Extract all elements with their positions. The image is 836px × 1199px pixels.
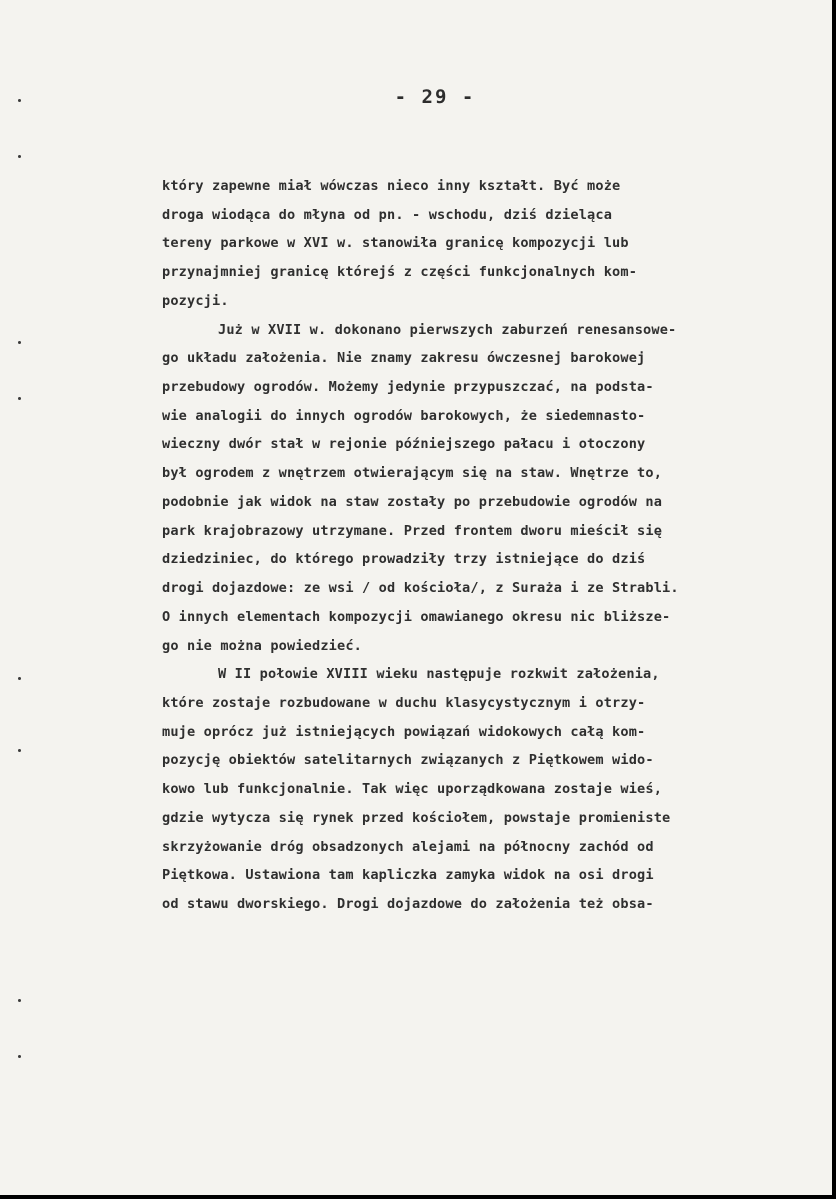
- text-line: muje oprócz już istniejących powiązań widokowych całą kom-: [162, 723, 646, 740]
- paragraph-3: [162, 660, 822, 918]
- paragraph-2: [162, 316, 822, 661]
- text-line: kowo lub funkcjonalnie. Tak więc uporządkowana zostaje wieś,: [162, 781, 663, 798]
- punch-hole-mark: [18, 749, 21, 752]
- text-line: wie analogii do innych ogrodów barokowych, że siedemnasto-: [162, 407, 646, 424]
- text-line: go nie można powiedzieć.: [162, 637, 363, 654]
- text-line: park krajobrazowy utrzymane. Przed frontem dworu mieścił się: [162, 522, 663, 539]
- punch-hole-mark: [18, 999, 21, 1002]
- punch-hole-mark: [18, 341, 21, 344]
- text-line: skrzyżowanie dróg obsadzonych alejami na północny zachód od: [162, 838, 654, 855]
- text-line: tereny parkowe w XVI w. stanowiła granicę kompozycji lub: [162, 235, 629, 252]
- text-line: był ogrodem z wnętrzem otwierającym się na staw. Wnętrze to,: [162, 465, 663, 482]
- paragraph-1: [162, 172, 822, 316]
- text-line: pozycję obiektów satelitarnych związanych z Piętkowem wido-: [162, 752, 654, 769]
- text-line: dziedziniec, do którego prowadziły trzy istniejące do dziś: [162, 551, 646, 568]
- text-line: wieczny dwór stał w rejonie późniejszego pałacu i otoczony: [162, 436, 646, 453]
- text-line: podobnie jak widok na staw zostały po przebudowie ogrodów na: [162, 493, 663, 510]
- text-line: które zostaje rozbudowane w duchu klasycystycznym i otrzy-: [162, 694, 646, 711]
- text-line: przebudowy ogrodów. Możemy jedynie przypuszczać, na podsta-: [162, 379, 654, 396]
- punch-hole-mark: [18, 155, 21, 158]
- punch-hole-mark: [18, 397, 21, 400]
- text-line: W II połowie XVIII wieku następuje rozkwit założenia,: [218, 666, 660, 683]
- text-line: go układu założenia. Nie znamy zakresu ówczesnej barokowej: [162, 350, 646, 367]
- page-number: - 29 -: [394, 86, 476, 108]
- text-line: droga wiodąca do młyna od pn. - wschodu, dziś dzieląca: [162, 206, 613, 223]
- punch-hole-mark: [18, 99, 21, 102]
- text-line: drogi dojazdowe: ze wsi / od kościoła/, z Suraża i ze Strabli.: [162, 580, 679, 597]
- text-line: Już w XVII w. dokonano pierwszych zaburzeń renesansowe-: [218, 321, 677, 338]
- punch-hole-mark: [18, 677, 21, 680]
- text-line: Piętkowa. Ustawiona tam kapliczka zamyka widok na osi drogi: [162, 867, 654, 884]
- text-line: O innych elementach kompozycji omawianego okresu nic bliższe-: [162, 608, 671, 625]
- text-line: który zapewne miał wówczas nieco inny kształt. Być może: [162, 178, 621, 194]
- text-line: przynajmniej granicę którejś z części funkcjonalnych kom-: [162, 264, 638, 281]
- text-line: gdzie wytycza się rynek przed kościołem, powstaje promieniste: [162, 809, 671, 826]
- text-line: pozycji.: [162, 292, 229, 309]
- body-text: [162, 172, 822, 919]
- text-line: od stawu dworskiego. Drogi dojazdowe do założenia też obsa-: [162, 895, 654, 912]
- punch-hole-mark: [18, 1055, 21, 1058]
